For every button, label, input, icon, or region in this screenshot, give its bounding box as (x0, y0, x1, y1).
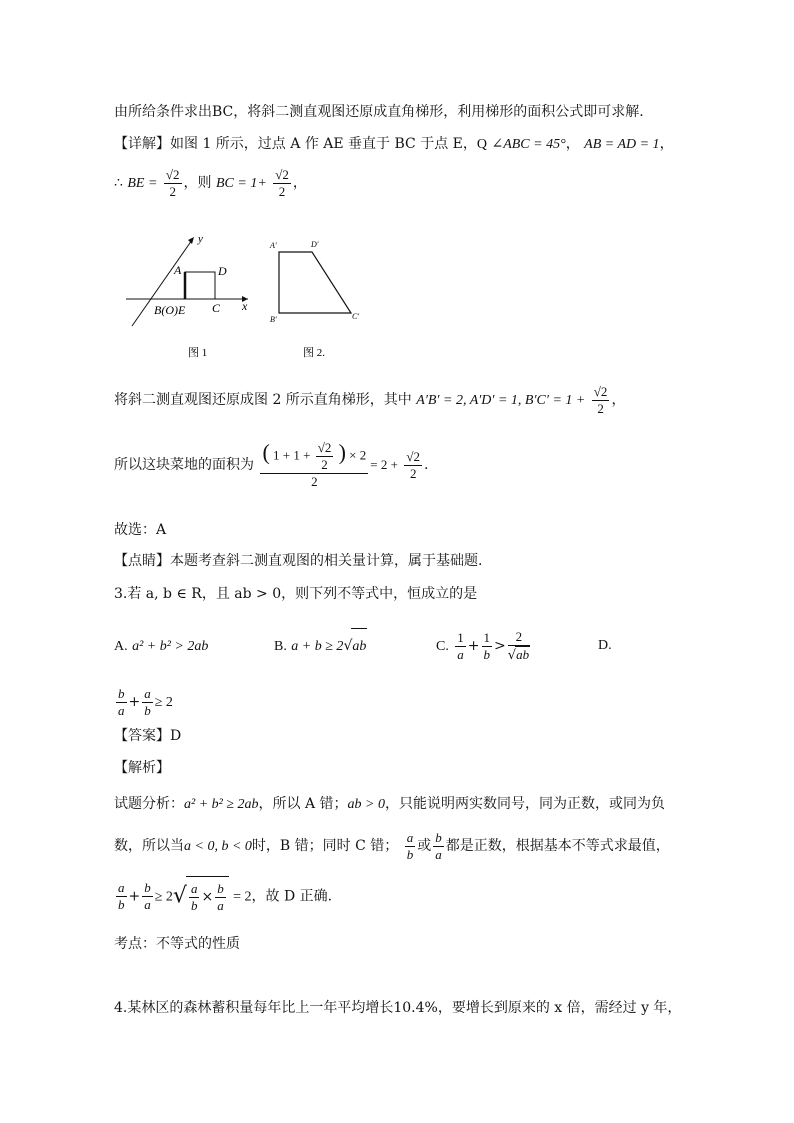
fig1-boe-label: B(O)E (154, 303, 186, 317)
fig1-caption: 图 1 (188, 347, 208, 359)
fig2-a-label: A' (270, 241, 277, 250)
fig1-x-label: x (242, 299, 248, 313)
bc-prime-numerator: √2 (593, 383, 608, 399)
bc-expr: BC = 1+ (215, 176, 267, 191)
be-fraction (164, 167, 182, 200)
analysis-conclusion: ，故 D 正确. (251, 888, 333, 905)
period: . (424, 457, 429, 473)
area-inner-fraction (316, 440, 334, 473)
trapezoid-text: 将斜二测直观图还原成图 2 所示直角梯形，其中 (114, 392, 412, 408)
area-numer-post: × 2 (349, 447, 367, 463)
figures (118, 228, 378, 368)
kaodian-text: 考点：不等式的性质 (114, 936, 240, 952)
analysis-text-5: 都是正数，根据基本不等式求最值， (445, 838, 670, 854)
comment-text: 本题考查斜二测直观图的相关量计算，属于基础题. (170, 553, 483, 569)
analysis-line-2: 数，所以当a < 0, b < 0时，B 错；同时 C 错； $\frac{a}{b}$ 或 $\frac{b}{a}$ 都是正数，根据基本不等式求最值， (114, 829, 670, 862)
therefore-symbol: ∴ (114, 175, 123, 191)
analysis-text-4: 时，B 错；同时 C 错； (251, 838, 399, 854)
be-numerator: √2 (165, 166, 180, 182)
analysis-expr-1: a² + b² ≥ 2ab (184, 797, 259, 812)
comment-tag: 【点睛】 (114, 553, 170, 569)
angle-expr: ∠ABC = 45° (491, 137, 566, 152)
option-a-expr: a² + b² > 2ab (132, 639, 209, 654)
fig1-c-label: C (212, 301, 221, 315)
trapezoid-eqs: A′B′ = 2, A′D′ = 1, B′C′ = 1 + (416, 393, 586, 408)
detail-text: 如图 1 所示，过点 A 作 AE 垂直于 BC 于点 E， (170, 136, 477, 152)
area-result-numerator: √2 (406, 448, 421, 464)
detail-line: 【详解】如图 1 所示，过点 A 作 AE 垂直于 BC 于点 E，Q ∠ABC = 45°， AB = AD = 1， (114, 136, 674, 152)
option-c: C. $\frac{1}{a}$ + $\frac{1}{b}$ > $\frac{2}{√ab}$ (436, 628, 530, 663)
option-a (114, 628, 208, 665)
comma: ， (292, 175, 307, 191)
analysis-text-2: ，只能说明两实数同号，同为正数，或同为负 (385, 796, 665, 812)
area-line (114, 440, 428, 490)
question-4-stem: 4.某林区的森林蓄积量每年比上一年平均增长10.4%，要增长到原来的 x 倍，需经过 y 年， (114, 1000, 682, 1016)
area-result-denominator: 2 (409, 465, 417, 481)
then-text: ，则 (183, 175, 212, 191)
area-numer-pre: 1 + 1 + (273, 447, 311, 463)
analysis-text-3: 数，所以当 (114, 838, 184, 854)
option-a-label: A. (114, 639, 128, 654)
option-c-label: C. (436, 639, 449, 654)
fig2-d-label: D' (311, 240, 319, 249)
area-inner-numerator: √2 (317, 440, 332, 455)
be-denominator: 2 (169, 183, 176, 199)
bc-fraction (273, 167, 291, 200)
or-text: 或 (417, 838, 432, 854)
be-line (114, 166, 307, 201)
option-d-label: D. (598, 638, 612, 653)
area-text: 所以这块菜地的面积为 (114, 457, 254, 473)
option-b-label: B. (274, 639, 287, 654)
q-symbol: Q (476, 137, 488, 152)
option-d-expr: $\frac{b}{a}$ + $\frac{a}{b}$ ≥ 2 (118, 685, 173, 718)
be-expr: BE = (127, 176, 158, 191)
area-result: = 2 + (370, 457, 398, 472)
bc-denominator: 2 (278, 183, 286, 199)
ab-ad-expr: AB = AD = 1 (584, 137, 660, 152)
analysis-expr-3: a < 0, b < 0 (184, 839, 252, 854)
analysis-expr-2: ab > 0 (347, 797, 385, 812)
trapezoid-line (114, 382, 625, 419)
bc-numerator: √2 (275, 166, 289, 182)
figure-2 (269, 240, 359, 359)
hint-text: 由所给条件求出BC，将斜二测直观图还原成直角梯形，利用梯形的面积公式即可求解. (114, 104, 644, 120)
area-fraction (260, 440, 368, 490)
option-b: B. a + b ≥ 2√ab (274, 628, 367, 665)
area-inner-denominator: 2 (321, 457, 328, 472)
analysis-tag: 【解析】 (114, 760, 170, 776)
fig2-c-label: C' (352, 312, 360, 321)
detail-tag: 【详解】 (114, 136, 170, 152)
fig1-d-label: D (218, 264, 227, 278)
analysis-line-3: $\frac{a}{b}$ + $\frac{b}{a}$ ≥ 2√ $\frac{a}{b}$ × $\frac{b}{a}$ = 2，故 D 正确. (114, 876, 332, 918)
bc-prime-denominator: 2 (597, 400, 604, 416)
fig1-a-label: A (174, 263, 182, 277)
choice-text: 故选：A (114, 522, 167, 538)
area-denominator: 2 (311, 474, 318, 489)
analysis-line-1 (114, 794, 665, 815)
analysis-geq: ≥ 2 (154, 889, 173, 905)
answer-text: 【答案】D (114, 728, 182, 744)
option-b-expr: a + b ≥ 2 (291, 639, 344, 654)
comma: ， (611, 392, 626, 408)
figure-1 (126, 233, 248, 359)
analysis-text-1: ，所以 A 错； (258, 796, 348, 812)
fig2-caption: 图 2. (303, 347, 325, 359)
area-numerator: ( 1 + 1 + $\frac{√2}{2}$ ) × 2 (262, 439, 367, 472)
fig1-y-label: y (198, 233, 203, 245)
analysis-eq: = 2 (233, 889, 252, 905)
question-3-stem: 3.若 a, b ∈ R，且 ab > 0，则下列不等式中，恒成立的是 (114, 586, 478, 602)
bc-prime-fraction (592, 384, 610, 417)
analysis-lead: 试题分析： (114, 796, 184, 812)
fig2-b-label: B' (270, 315, 277, 324)
area-result-fraction (404, 449, 422, 482)
comment-line (114, 551, 482, 571)
